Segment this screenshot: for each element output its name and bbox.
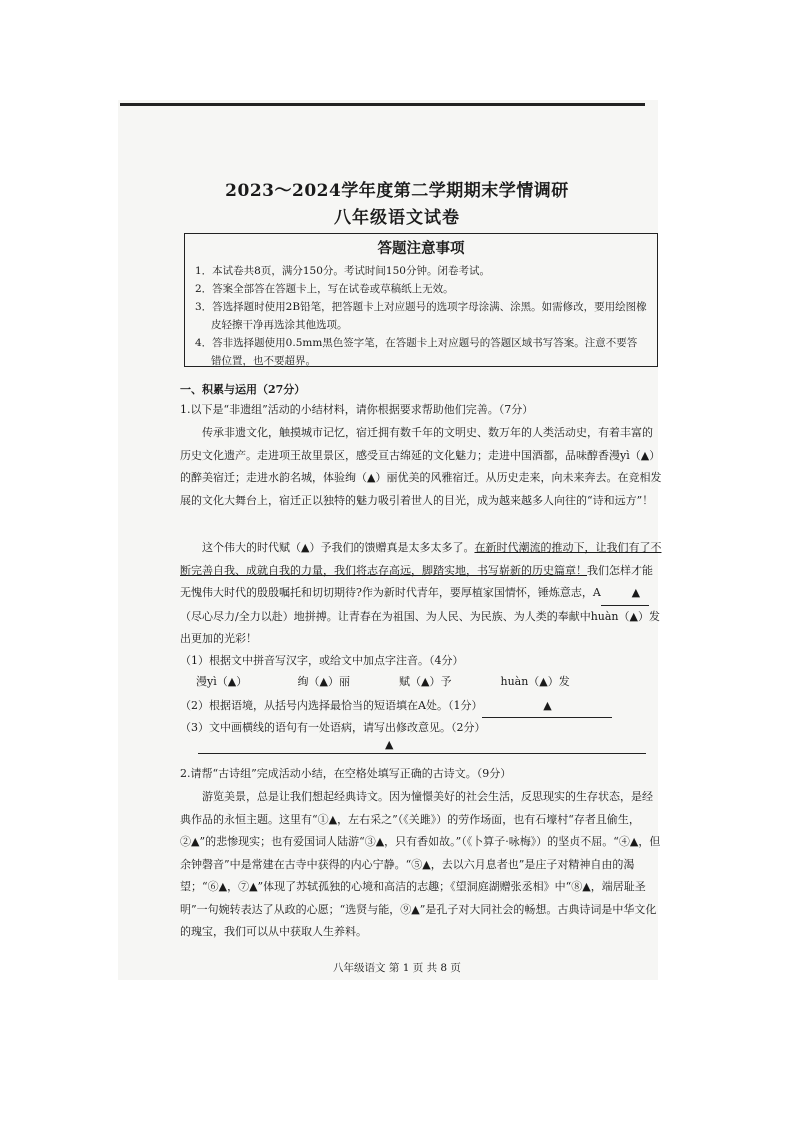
answer-line <box>198 753 646 754</box>
paragraph-2-middle: 我们怎样才能无愧伟大时代的殷殷嘱托和切切期待?作为新时代青年，要厚植家国情怀，锤炼意志，A <box>180 563 653 599</box>
sub-question-2 <box>180 695 662 718</box>
top-rule <box>120 103 645 106</box>
sub-question-1: （1）根据文中拼音写汉字，或给文中加点字注音。（4分） <box>180 654 464 667</box>
question-1-prompt: 1.以下是“非遗组”活动的小结材料，请你根据要求帮助他们完善。（7分） <box>180 403 534 416</box>
question-2-paragraph: 游览美景，总是让我们想起经典诗文。因为憧憬美好的社会生活，反思现实的生存状态，是经典作品的永恒主题。这里有“①▲，左右采之”（《关雎》）的劳作场面，也有石壕村“存者且偷生，②▲”的悲惨现实；也有爱国词人陆游“③▲，只有香如故。”（《卜算子·咏梅》）的坚贞不屈。“④▲，但余钟磬音”中是常建在古寺中获得的内心宁静。“⑤▲，去以六月息者也”是庄子对精神自由的渴望；“⑥▲，⑦▲”体现了苏轼孤独的心境和高洁的志趣；《望洞庭湖赠张丞相》中“⑧▲，端居耻圣明”一句婉转表达了从政的心愿；“选贤与能，⑨▲”是孔子对大同社会的畅想。古典诗词是中华文化的瑰宝，我们可以从中获取人生养料。 <box>180 790 661 938</box>
notice-heading: 答题注意事项 <box>377 240 465 257</box>
page-footer: 八年级语文 第 1 页 共 8 页 <box>333 962 461 974</box>
pinyin-item-3[interactable]: 赋（▲）予 <box>399 675 452 688</box>
underlined-sentence: 在新时代潮流的推动下，让我们有了不断完善自我、成就自我的力量，我们将志存高远，脚踏实地，书写崭新的历史篇章！ <box>180 541 662 577</box>
section-heading: 一、积累与运用（27分） <box>180 383 306 396</box>
notice-item-1: 1．本试卷共8页，满分150分。考试时间150分钟。闭卷考试。 <box>195 265 490 277</box>
paragraph-2-tail: （尽心尽力/全力以赴）地拼搏。让青春在为祖国、为人民、为民族、为人类的奉献中huàn（▲）发出更加的光彩！ <box>180 609 660 645</box>
exam-subtitle: 八年级语文试卷 <box>334 208 460 228</box>
notice-item-2: 2．答案全部答在答题卡上，写在试卷或草稿纸上无效。 <box>195 283 454 295</box>
sub-question-2-answer[interactable]: ▲ <box>482 695 612 718</box>
sub-question-3-answer[interactable]: ▲ <box>385 738 394 751</box>
notice-item-4: 4．答非选择题使用0.5mm黑色签字笔，在答题卡上对应题号的答题区域书写答案。注意不要答错位置，也不要超界。 <box>195 337 638 367</box>
question-2-prompt: 2.请帮“古诗组”完成活动小结，在空格处填写正确的古诗文。（9分） <box>180 767 512 780</box>
pinyin-row <box>196 673 666 689</box>
notice-item-3: 3．答选择题时使用2B铅笔，把答题卡上对应题号的选项字母涂满、涂黑。如需修改，要用绘图橡皮轻擦干净再选涂其他选项。 <box>195 301 647 331</box>
exam-title: 2023～2024学年度第二学期期末学情调研 <box>225 181 569 201</box>
sub-question-2-text: （2）根据语境，从括号内选择最恰当的短语填在A处。（1分） <box>180 699 483 712</box>
pinyin-item-4[interactable]: huàn（▲）发 <box>500 675 570 688</box>
question-1-paragraph-1: 传承非遗文化，触摸城市记忆，宿迁拥有数千年的文明史、数万年的人类活动史，有着丰富的历史文化遗产。走进项王故里景区，感受亘古绵延的文化魅力；走进中国酒都，品味醇香漫yì（▲）的醉美宿迁；走进水韵名城，体验绚（▲）丽优美的风雅宿迁。从历史走来，向未来奔去。在竞相发展的文化大舞台上，宿迁正以独特的魅力吸引着世人的目光，成为越来越多人向往的“诗和远方”！ <box>180 426 662 507</box>
notice-box <box>184 233 658 367</box>
pinyin-item-1[interactable]: 漫yì（▲） <box>196 675 248 688</box>
question-1-paragraph-2 <box>180 537 662 651</box>
pinyin-item-2[interactable]: 绚（▲）丽 <box>297 675 350 688</box>
blank-a[interactable]: ▲ <box>601 582 649 606</box>
sub-question-3: （3）文中画横线的语句有一处语病，请写出修改意见。（2分） <box>180 721 486 734</box>
paragraph-2-lead: 这个伟大的时代赋（▲）予我们的馈赠真是太多太多了。 <box>202 541 475 554</box>
